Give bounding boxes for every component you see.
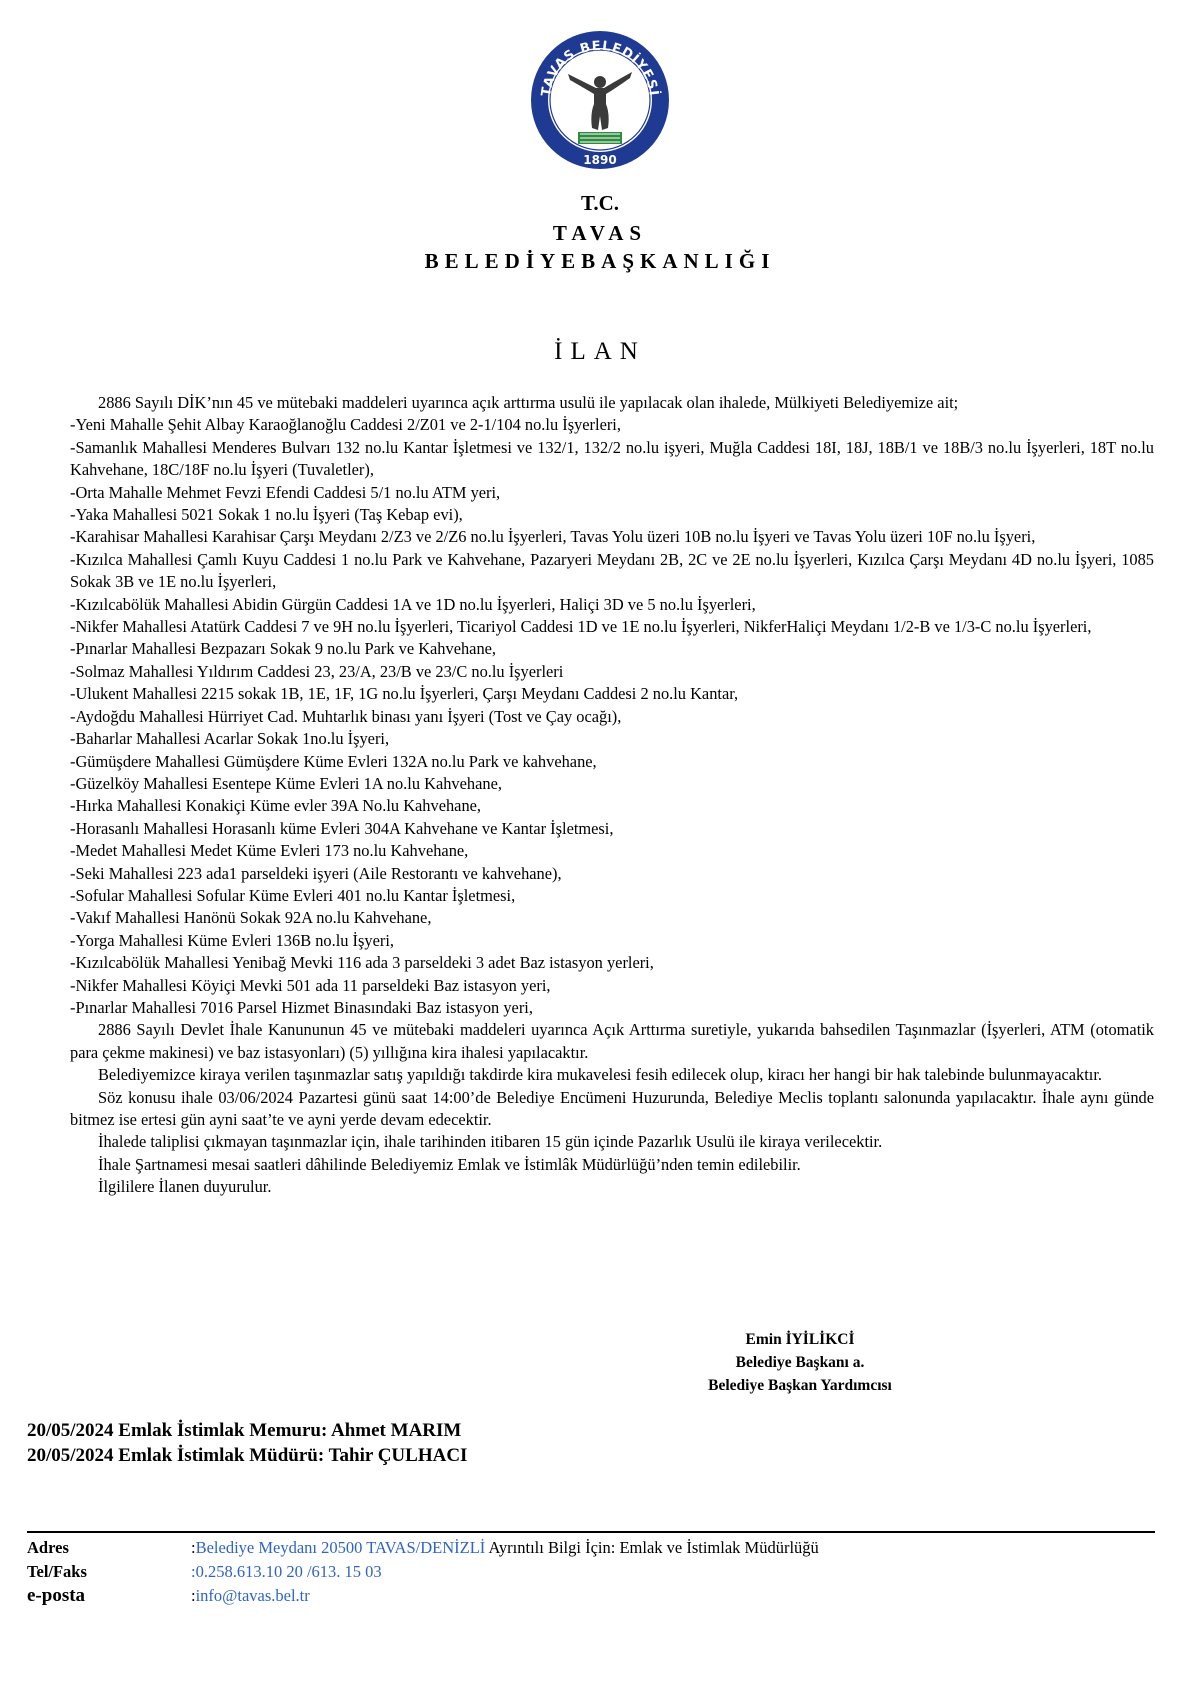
signatory-name: Emin İYİLİKCİ	[745, 1331, 855, 1348]
list-item: -Samanlık Mahallesi Menderes Bulvarı 132 no.lu Kantar İşletmesi ve 132/1, 132/2 no.lu işyeri, Muğla Caddesi 18I, 18J, 18B/1 ve 18B/3 no.lu İşyerleri, 18T no.lu Kahvehane, 18C/18F no.lu İşyeri (Tuvaletler),	[70, 437, 1154, 480]
email-label: e-posta	[27, 1585, 86, 1606]
list-item: -Yeni Mahalle Şehit Albay Karaoğlanoğlu Caddesi 2/Z01 ve 2-1/104 no.lu İşyerleri,	[70, 415, 621, 435]
signatory-subtitle: Belediye Başkan Yardımcısı	[708, 1377, 892, 1394]
footer-contact	[27, 1536, 819, 1608]
phone-label: Tel/Faks	[27, 1562, 87, 1581]
tender-date-paragraph: Söz konusu ihale 03/06/2024 Pazartesi günü saat 14:00’de Belediye Encümeni Huzurunda, Belediye Meclis toplantı salonunda yapılacaktır. İhale aynı günde bitmez ise ertesi gün ayni saat’te ve ayni yerde devam edecektir.	[70, 1087, 1154, 1129]
intro-paragraph: 2886 Sayılı DİK’nın 45 ve mütebaki maddeleri uyarınca açık arttırma usulü ile yapılacak olan ihalede, Mülkiyeti Belediyemize ait;	[98, 393, 959, 412]
list-item: -Pınarlar Mahallesi 7016 Parsel Hizmet Binasındaki Baz istasyon yeri,	[70, 997, 533, 1017]
address-value-wrap	[191, 1536, 819, 1560]
list-item: -Kızılca Mahallesi Çamlı Kuyu Caddesi 1 no.lu Park ve Kahvehane, Pazaryeri Meydanı 2B, 2C ve 2E no.lu İşyerleri, Kızılca Çarşı Meydanı 4D no.lu İşyeri, 1085 Sokak 3B ve 1E no.lu İşyerleri,	[70, 549, 1154, 592]
header-tc: T.C.	[580, 191, 620, 215]
specification-paragraph: İhale Şartnamesi mesai saatleri dâhilinde Belediyemiz Emlak ve İstimlâk Müdürlüğü’nden temin edilebilir.	[98, 1154, 801, 1174]
address-label: Adres	[27, 1538, 69, 1557]
list-item: -Karahisar Mahallesi Karahisar Çarşı Meydanı 2/Z3 ve 2/Z6 no.lu İşyerleri, Tavas Yolu üzeri 10B no.lu İşyeri ve Tavas Yolu üzeri 10F no.lu İşyeri,	[70, 527, 1036, 547]
announcement-closing: İlgililere İlanen duyurulur.	[98, 1177, 272, 1197]
official-line: 20/05/2024 Emlak İstimlak Müdürü: Tahir ÇULHACI	[27, 1445, 468, 1466]
footer-email-row	[27, 1584, 819, 1608]
footer-phone-row	[27, 1560, 819, 1584]
list-item: -Vakıf Mahallesi Hanönü Sokak 92A no.lu Kahvehane,	[70, 908, 432, 928]
logo-year: 1890	[583, 153, 617, 167]
list-item: -Baharlar Mahallesi Acarlar Sokak 1no.lu İşyeri,	[70, 729, 390, 749]
signature-block	[640, 1328, 960, 1397]
bargain-paragraph: İhalede taliplisi çıkmayan taşınmazlar için, ihale tarihinden itibaren 15 gün içinde Pazarlık Usulü ile kiraya verilecektir.	[98, 1132, 883, 1152]
email-value-wrap	[191, 1584, 310, 1608]
header-tavas: TAVAS	[552, 221, 648, 245]
tavas-belediyesi-logo	[528, 28, 672, 172]
list-item: -Aydoğdu Mahallesi Hürriyet Cad. Muhtarlık binası yanı İşyeri (Tost ve Çay ocağı),	[70, 706, 622, 726]
address-extra: Ayrıntılı Bilgi İçin: Emlak ve İstimlak Müdürlüğü	[485, 1538, 819, 1557]
list-item: -Orta Mahalle Mehmet Fevzi Efendi Caddesi 5/1 no.lu ATM yeri,	[70, 482, 501, 502]
list-item: -Nikfer Mahallesi Atatürk Caddesi 7 ve 9H no.lu İşyerleri, Ticariyol Caddesi 1D ve 1E no.lu İşyerleri, NikferHaliçi Meydanı 1/2-B ve 1/3-C no.lu İşyerleri,	[70, 617, 1092, 637]
list-item: -Horasanlı Mahallesi Horasanlı küme Evleri 304A Kahvehane ve Kantar İşletmesi,	[70, 818, 614, 838]
list-item: -Gümüşdere Mahallesi Gümüşdere Küme Evleri 132A no.lu Park ve kahvehane,	[70, 751, 597, 771]
list-item: -Nikfer Mahallesi Köyiçi Mevki 501 ada 11 parseldeki Baz istasyon yeri,	[70, 975, 551, 995]
announcement-body	[70, 392, 1154, 1199]
list-item: -Pınarlar Mahallesi Bezpazarı Sokak 9 no.lu Park ve Kahvehane,	[70, 639, 497, 659]
address-colon: :	[191, 1538, 196, 1557]
signatory-title: Belediye Başkanı a.	[735, 1354, 865, 1371]
header-belediye-baskanligi: BELEDİYEBAŞKANLIĞI	[424, 249, 776, 273]
sale-clause-paragraph: Belediyemizce kiraya verilen taşınmazlar satış yapıldığı takdirde kira mukavelesi fesih edilecek olup, kiracı her hangi bir hak talebinde bulunmayacaktır.	[98, 1065, 1103, 1085]
logo-ring-text: TAVAS BELEDİYESİ	[539, 38, 661, 98]
list-item: -Ulukent Mahallesi 2215 sokak 1B, 1E, 1F, 1G no.lu İşyerleri, Çarşı Meydanı Caddesi 2 no.lu Kantar,	[70, 684, 739, 704]
phone-value-wrap	[191, 1560, 382, 1584]
email-link[interactable]: info@tavas.bel.tr	[195, 1586, 310, 1605]
list-item: -Yorga Mahallesi Küme Evleri 136B no.lu İşyeri,	[70, 930, 394, 950]
footer-divider	[27, 1531, 1155, 1533]
list-item: -Kızılcabölük Mahallesi Yenibağ Mevki 116 ada 3 parseldeki 3 adet Baz istasyon yerleri,	[70, 953, 654, 973]
list-item: -Solmaz Mahallesi Yıldırım Caddesi 23, 23/A, 23/B ve 23/C no.lu İşyerleri	[70, 661, 564, 681]
list-item: -Hırka Mahallesi Konakiçi Küme evler 39A No.lu Kahvehane,	[70, 796, 482, 816]
list-item: -Seki Mahallesi 223 ada1 parseldeki işyeri (Aile Restorantı ve kahvehane),	[70, 863, 562, 883]
list-item: -Sofular Mahallesi Sofular Küme Evleri 401 no.lu Kantar İşletmesi,	[70, 885, 516, 905]
tender-paragraph: 2886 Sayılı Devlet İhale Kanununun 45 ve mütebaki maddeleri uyarınca Açık Arttırma suretiyle, yukarıda bahsedilen Taşınmazlar (İşyerleri, ATM (otomatik para çekme makinesi) ve baz istasyonları) (5) yıllığına kira ihalesi yapılacaktır.	[70, 1020, 1154, 1062]
footer-address-row	[27, 1536, 819, 1560]
list-item: -Medet Mahallesi Medet Küme Evleri 173 no.lu Kahvehane,	[70, 841, 469, 861]
officials-block	[27, 1418, 467, 1468]
page-title: İLAN	[554, 338, 646, 365]
official-line: 20/05/2024 Emlak İstimlak Memuru: Ahmet MARIM	[27, 1420, 462, 1441]
list-item: -Güzelköy Mahallesi Esentepe Küme Evleri 1A no.lu Kahvehane,	[70, 773, 502, 793]
address-link[interactable]: Belediye Meydanı 20500 TAVAS/DENİZLİ	[195, 1538, 486, 1557]
list-item: -Yaka Mahallesi 5021 Sokak 1 no.lu İşyeri (Taş Kebap evi),	[70, 505, 463, 525]
list-item: -Kızılcabölük Mahallesi Abidin Gürgün Caddesi 1A ve 1D no.lu İşyerleri, Haliçi 3D ve 5 no.lu İşyerleri,	[70, 594, 756, 614]
email-colon: :	[191, 1586, 196, 1605]
phone-value[interactable]: :0.258.613.10 20 /613. 15 03	[191, 1562, 382, 1581]
